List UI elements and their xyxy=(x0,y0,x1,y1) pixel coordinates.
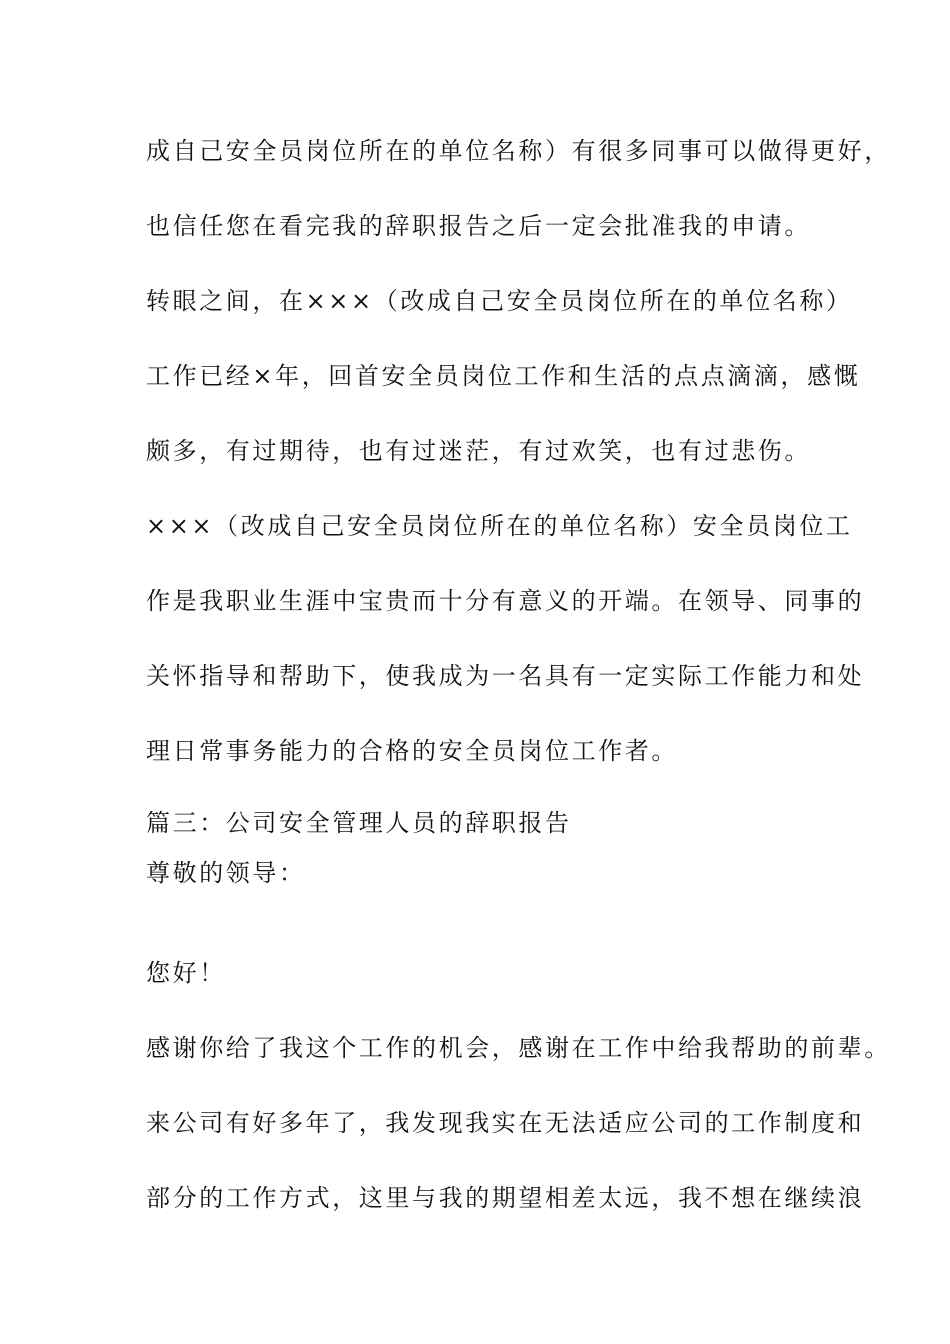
text-line: 转眼之间，在×××（改成自己安全员岗位所在的单位名称） xyxy=(146,287,853,315)
text-line: 作是我职业生涯中宝贵而十分有意义的开端。在领导、同事的 xyxy=(146,587,865,615)
text-line: 颇多，有过期待，也有过迷茫，有过欢笑，也有过悲伤。 xyxy=(146,437,811,465)
text-line: 成自己安全员岗位所在的单位名称）有很多同事可以做得更好， xyxy=(146,137,891,165)
salutation: 尊敬的领导： xyxy=(146,859,306,887)
text-line: 关怀指导和帮助下，使我成为一名具有一定实际工作能力和处 xyxy=(146,662,865,690)
text-line: 部分的工作方式，这里与我的期望相差太远，我不想在继续浪 xyxy=(146,1184,865,1212)
text-line: 工作已经×年，回首安全员岗位工作和生活的点点滴滴，感慨 xyxy=(146,362,861,390)
text-line: 理日常事务能力的合格的安全员岗位工作者。 xyxy=(146,737,678,765)
section-heading: 篇三：公司安全管理人员的辞职报告 xyxy=(146,809,572,837)
text-line: ×××（改成自己安全员岗位所在的单位名称）安全员岗位工 xyxy=(146,512,853,540)
text-line: 感谢你给了我这个工作的机会，感谢在工作中给我帮助的前辈。 xyxy=(146,1034,891,1062)
text-line: 来公司有好多年了，我发现我实在无法适应公司的工作制度和 xyxy=(146,1109,865,1137)
text-line: 也信任您在看完我的辞职报告之后一定会批准我的申请。 xyxy=(146,212,811,240)
greeting: 您好！ xyxy=(146,959,226,987)
